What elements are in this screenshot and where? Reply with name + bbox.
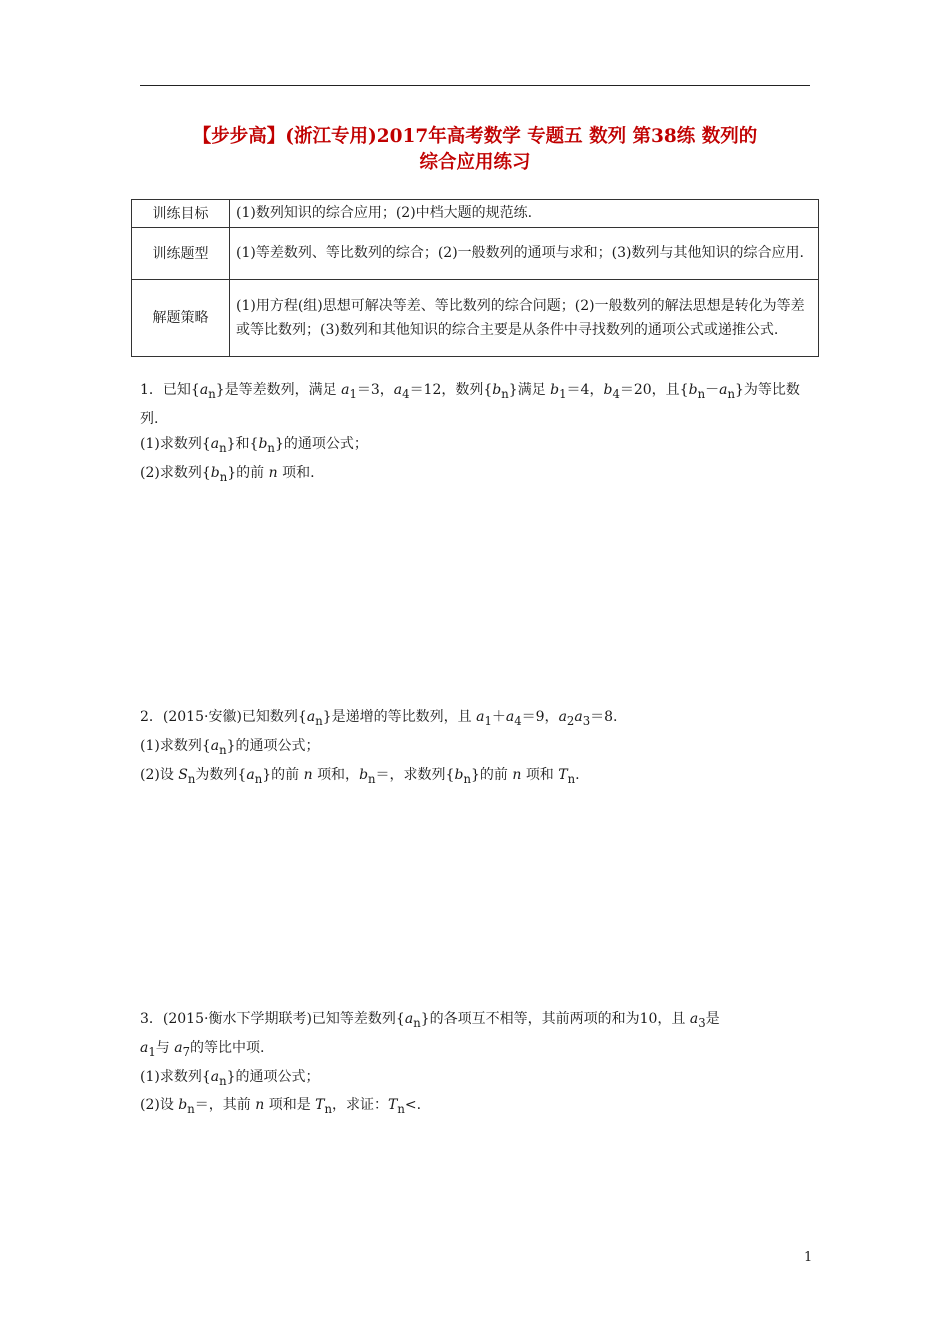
title-line-1: 【步步高】(浙江专用)2017年高考数学 专题五 数列 第38练 数列的 bbox=[192, 126, 758, 147]
q1-stem: 1．已知$\{a_n\}$是等差数列，满足 $a_1=3$，$a_4=12$，数列$\{b_n\}$满足 $b_1=4$，$b_4=20$，且$\{b_n-a_n\}$为等比数 bbox=[140, 382, 800, 401]
q2-part-2: (2)设 $S_n$为数列$\{a_n\}$的前 n 项和，$b_n=$，求数列$\{b_n\}$的前 n 项和 $T_n$. bbox=[140, 766, 580, 786]
q1-part-1: (1)求数列$\{a_n\}$和$\{b_n\}$的通项公式； bbox=[140, 435, 368, 455]
page-number: 1 bbox=[804, 1250, 813, 1265]
table-row bbox=[132, 228, 819, 280]
question-3 bbox=[140, 1007, 815, 1122]
q2-stem: 2．(2015·安徽)已知数列$\{a_n\}$是递增的等比数列，且 $a_1+a_4=9$，$a_2a_3=8$. bbox=[140, 709, 618, 728]
row-text: (1)用方程(组)思想可解决等差、等比数列的综合问题；(2)一般数列的解法思想是转化为等差或等比数列；(3)数列和其他知识的综合主要是从条件中寻找数列的通项公式或递推公式. bbox=[230, 280, 819, 357]
q1-part-2: (2)求数列$\{b_n\}$的前 n 项和. bbox=[140, 464, 315, 484]
q3-stem-cont: $a_1$与 $a_7$的等比中项. bbox=[140, 1039, 265, 1059]
row-label: 训练目标 bbox=[132, 200, 230, 228]
question-1 bbox=[140, 378, 815, 489]
q1-stem-cont: 列. bbox=[140, 410, 159, 427]
row-text: (1)数列知识的综合应用；(2)中档大题的规范练. bbox=[230, 200, 819, 228]
top-rule bbox=[140, 85, 810, 86]
q2-part-1: (1)求数列$\{a_n\}$的通项公式； bbox=[140, 737, 320, 757]
row-label: 训练题型 bbox=[132, 228, 230, 280]
row-label: 解题策略 bbox=[132, 280, 230, 357]
row-text: (1)等差数列、等比数列的综合；(2)一般数列的通项与求和；(3)数列与其他知识的综合应用. bbox=[230, 228, 819, 280]
question-2 bbox=[140, 705, 815, 791]
q3-part-1: (1)求数列$\{a_n\}$的通项公式； bbox=[140, 1068, 320, 1088]
q3-part-2: (2)设 $b_n=$，其前 n 项和是 $T_n$，求证：$T_n<$. bbox=[140, 1097, 422, 1117]
q3-stem: 3．(2015·衡水下学期联考)已知等差数列$\{a_n\}$的各项互不相等，其前两项的和为10，且 $a_3$是 bbox=[140, 1011, 720, 1030]
page-title bbox=[130, 124, 820, 176]
training-table bbox=[131, 199, 819, 357]
table-row bbox=[132, 200, 819, 228]
table-row bbox=[132, 280, 819, 357]
title-line-2: 综合应用练习 bbox=[419, 152, 531, 173]
